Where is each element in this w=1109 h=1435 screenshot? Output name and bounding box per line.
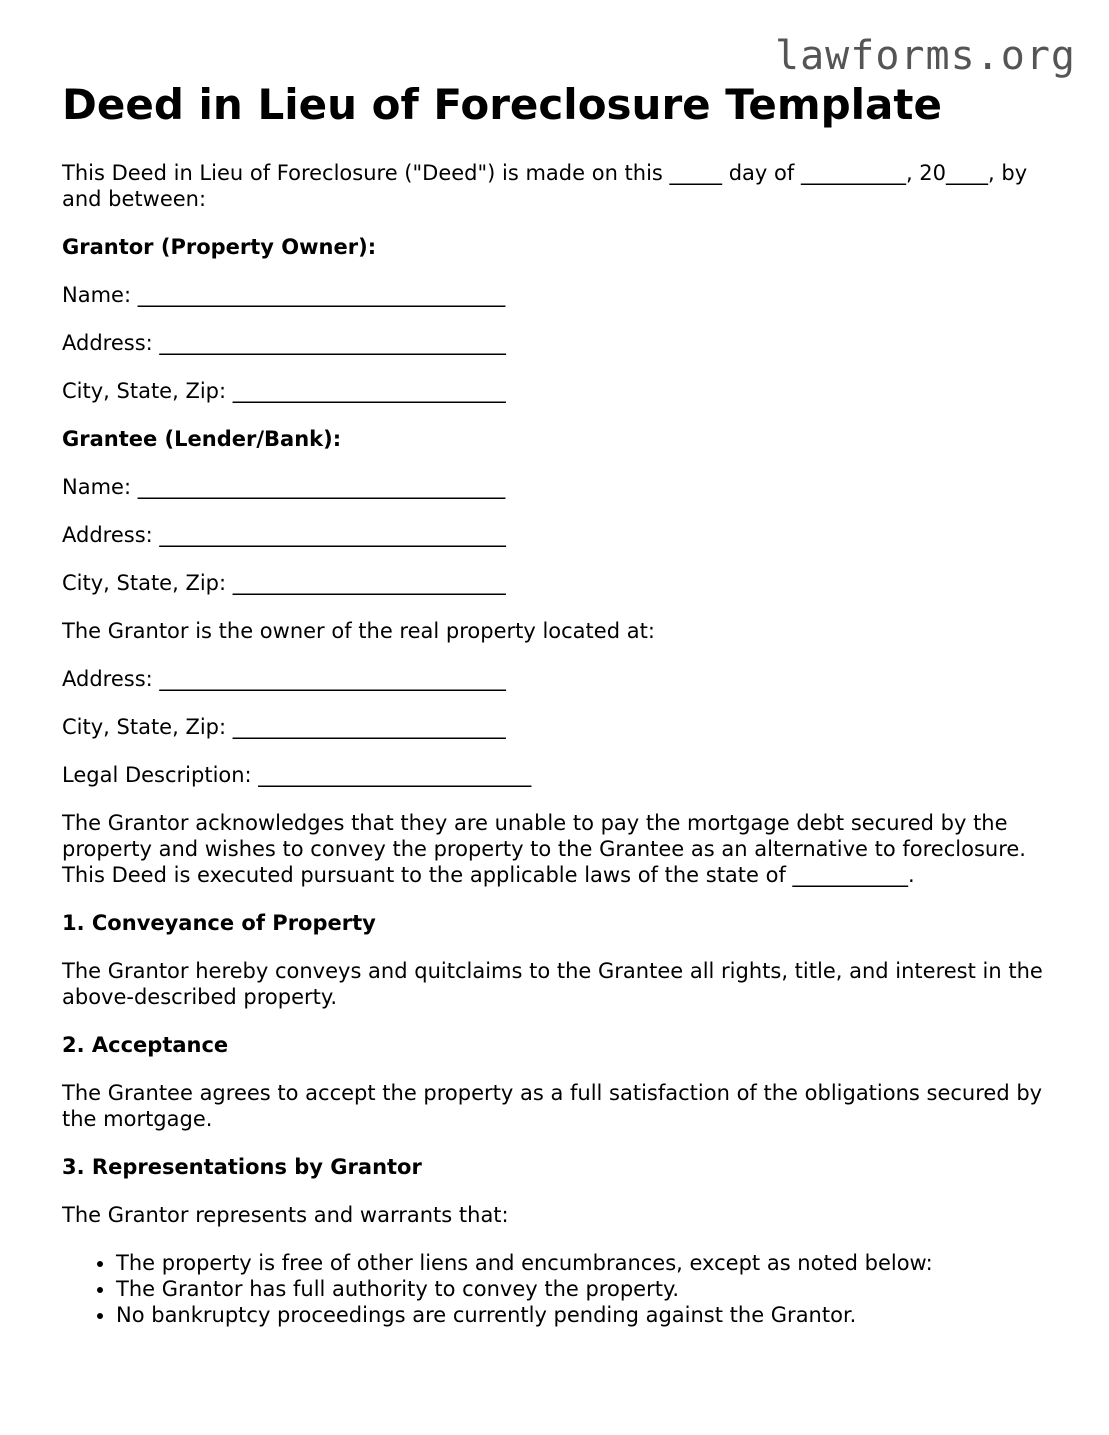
intro-paragraph: This Deed in Lieu of Foreclosure ("Deed") is made on this _____ day of __________, 20____, by and between: (62, 161, 1028, 211)
legal-description-field: Legal Description: __________________________ (62, 763, 532, 787)
grantee-address-field: Address: _________________________________ (62, 523, 506, 547)
list-item: • No bankruptcy proceedings are currently pending against the Grantor. (116, 1302, 1052, 1328)
section-1-text: The Grantor hereby conveys and quitclaims to the Grantee all rights, title, and interest in the above-described property. (62, 959, 1043, 1009)
grantor-address-field: Address: _________________________________ (62, 331, 506, 355)
site-watermark: lawforms.org (775, 33, 1076, 79)
section-1-heading: 1. Conveyance of Property (62, 911, 376, 935)
property-intro: The Grantor is the owner of the real property located at: (62, 619, 655, 643)
grantor-name-field: Name: ___________________________________ (62, 283, 506, 307)
section-2-heading: 2. Acceptance (62, 1033, 229, 1057)
grantee-heading: Grantee (Lender/Bank): (62, 427, 342, 451)
grantee-city-field: City, State, Zip: __________________________ (62, 571, 506, 595)
acknowledgement-paragraph: The Grantor acknowledges that they are unable to pay the mortgage debt secured by the property and wishes to convey the property to the Grantee as an alternative to foreclosure. This Deed is executed pursuant to the applicable laws of the state of ___________. (62, 811, 1026, 887)
section-2-text: The Grantee agrees to accept the property as a full satisfaction of the obligations secured by the mortgage. (62, 1081, 1043, 1131)
grantor-city-field: City, State, Zip: __________________________ (62, 379, 506, 403)
property-address-field: Address: _________________________________ (62, 667, 506, 691)
list-item: • The Grantor has full authority to convey the property. (116, 1276, 1052, 1302)
grantee-name-field: Name: ___________________________________ (62, 475, 506, 499)
document-page (62, 82, 1052, 1328)
grantor-heading: Grantor (Property Owner): (62, 235, 377, 259)
property-city-field: City, State, Zip: __________________________ (62, 715, 506, 739)
list-item: • The property is free of other liens and encumbrances, except as noted below: (116, 1250, 1052, 1276)
document-title: Deed in Lieu of Foreclosure Template (62, 80, 942, 129)
section-3-heading: 3. Representations by Grantor (62, 1155, 422, 1179)
section-3-text: The Grantor represents and warrants that: (62, 1203, 509, 1227)
representations-list (62, 1250, 1052, 1328)
